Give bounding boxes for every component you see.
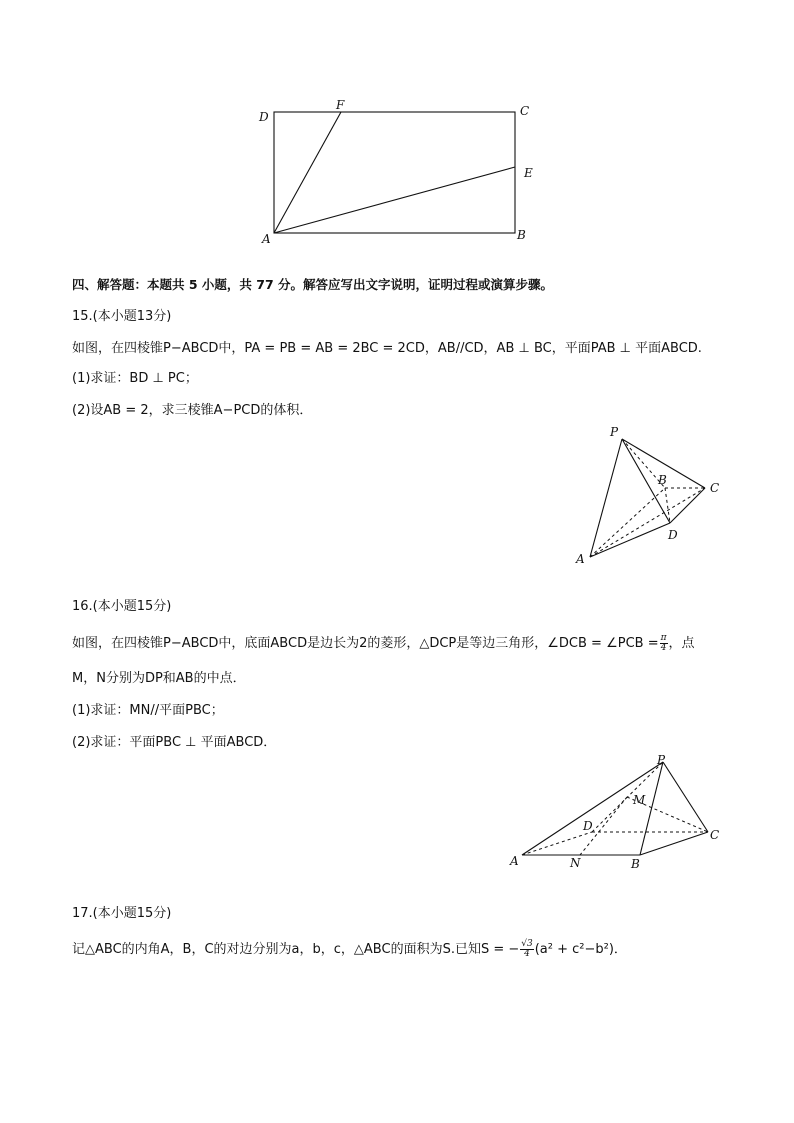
hidden-edge-ad (522, 832, 592, 855)
q16-header: 16.(本小题15分) (72, 599, 172, 614)
fraction-pi-over-4 (660, 634, 668, 653)
edge-bc (640, 832, 708, 855)
fraction-numerator: π (660, 633, 667, 643)
q15-stem: 如图，在四棱锥P−ABCD中，PA = PB = AB = 2BC = 2CD，AB//CD，AB ⊥ BC，平面PAB ⊥ 平面ABCD. (72, 341, 702, 356)
q15-header: 15.(本小题13分) (72, 309, 172, 324)
label-a: A (576, 552, 585, 566)
label-b: B (658, 473, 667, 487)
label-f: F (336, 98, 345, 112)
q17-header: 17.(本小题15分) (72, 906, 172, 921)
label-p: P (657, 753, 666, 767)
section-heading: 四、解答题：本题共 5 小题，共 77 分。解答应写出文字说明，证明过程或演算步骤。 (72, 277, 554, 292)
label-a: A (510, 854, 519, 868)
fraction-denominator: 4 (660, 643, 667, 653)
label-p: P (610, 425, 619, 439)
edge-pc (663, 762, 708, 832)
edge-ap (522, 762, 663, 855)
q16-stem-line1 (72, 634, 695, 653)
edge-dc (670, 488, 705, 523)
label-d: D (583, 819, 593, 833)
fraction-denominator: 4 (524, 949, 530, 959)
q17-stem-b: (a² + c²−b²)． (534, 942, 627, 957)
label-b: B (631, 857, 640, 871)
edge-ad (590, 523, 670, 557)
label-c: C (710, 481, 720, 495)
q16-part1: (1)求证：MN//平面PBC； (72, 703, 224, 718)
label-b: B (517, 228, 526, 242)
hidden-edge-ab (590, 488, 665, 557)
segment-af (274, 112, 341, 233)
q16-stem-b: ，点 (668, 636, 695, 651)
pyramid-figure-q16 (500, 752, 730, 877)
edge-pa (590, 439, 622, 557)
q16-stem-c: M，N分别为DP和AB的中点． (72, 671, 246, 686)
q17-stem (72, 940, 627, 959)
label-c: C (520, 104, 530, 118)
label-e: E (524, 166, 533, 180)
label-c: C (710, 828, 720, 842)
q15-part2: (2)设AB = 2，求三棱锥A−PCD的体积． (72, 403, 313, 418)
q16-stem-a: 如图，在四棱锥P−ABCD中，底面ABCD是边长为2的菱形，△DCP是等边三角形，∠DCB = ∠PCB = (72, 636, 659, 651)
q15-part1: (1)求证：BD ⊥ PC； (72, 371, 198, 386)
segment-ae (274, 167, 515, 233)
q16-part2: (2)求证：平面PBC ⊥ 平面ABCD． (72, 735, 277, 750)
label-d: D (259, 110, 269, 124)
rectangle-abcd (274, 112, 515, 233)
pyramid-figure-q15 (570, 420, 730, 570)
label-a: A (262, 232, 271, 246)
fraction-sqrt3-over-4 (520, 940, 533, 959)
label-m: M (633, 793, 646, 807)
label-d: D (668, 528, 678, 542)
edge-pb (640, 762, 663, 855)
q17-stem-a: 记△ABC的内角A，B，C的对边分别为a，b，c，△ABC的面积为S.已知S = − (72, 942, 520, 957)
rectangle-figure (250, 95, 550, 255)
label-n: N (570, 856, 581, 870)
fraction-numerator: √3 (521, 939, 533, 949)
hidden-diagonal-ac (590, 488, 705, 557)
